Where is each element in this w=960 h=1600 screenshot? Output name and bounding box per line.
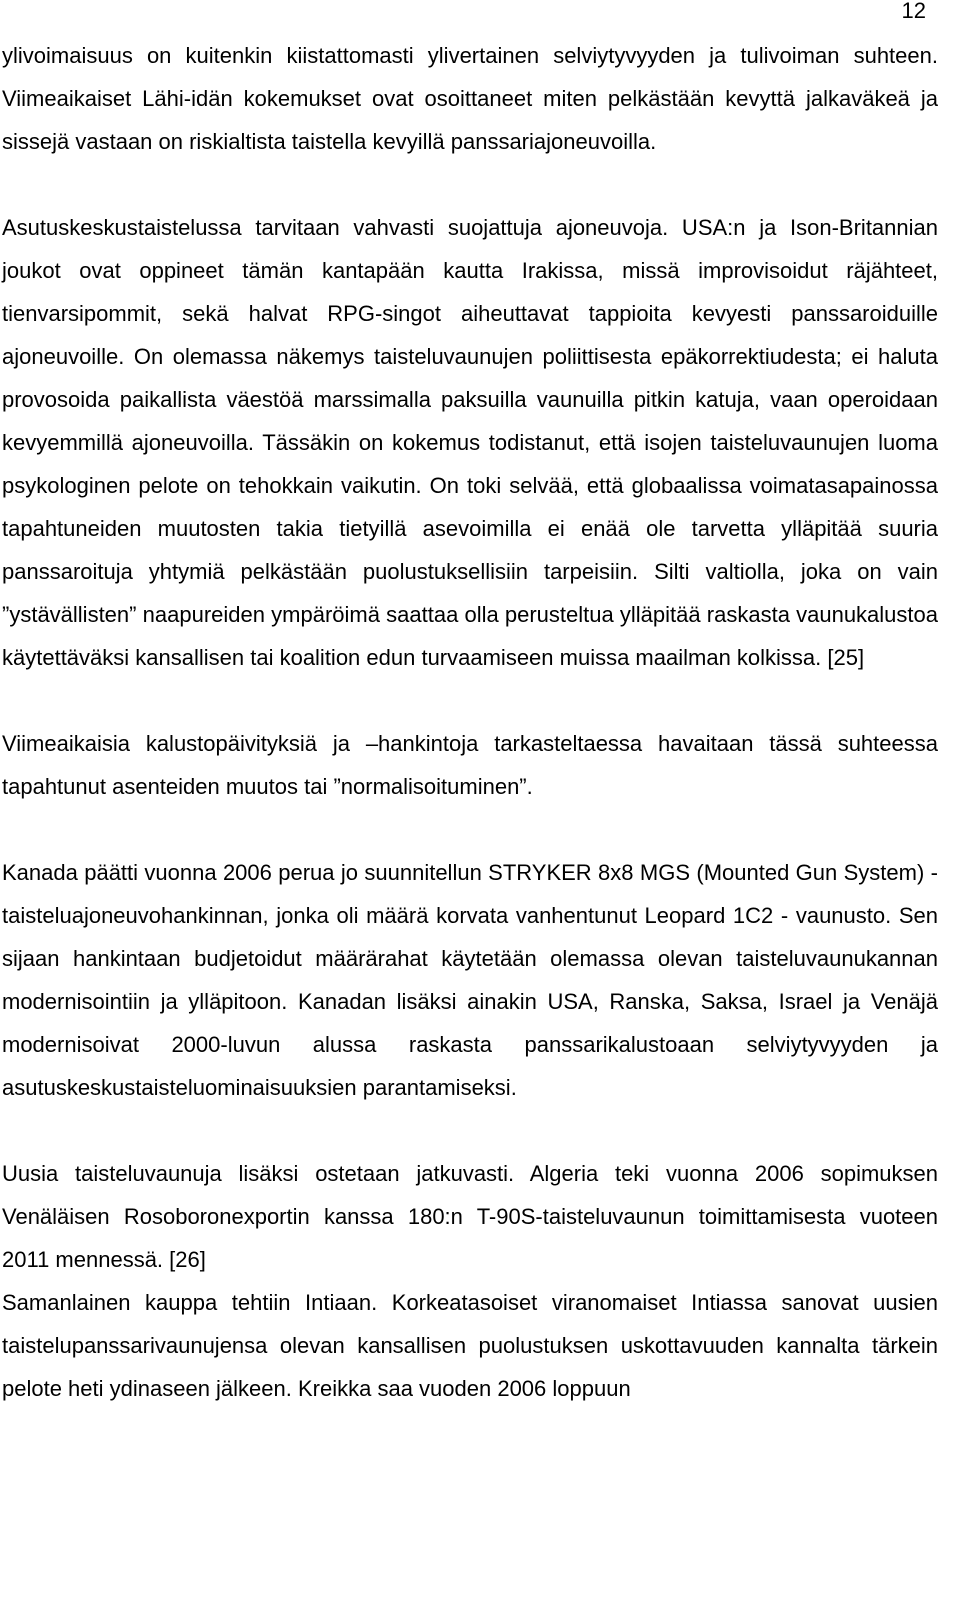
page-number: 12 [901,0,926,23]
paragraph-3: Viimeaikaisia kalustopäivityksiä ja –hankintoja tarkasteltaessa havaitaan tässä suhteessa tapahtunut asenteiden muutos tai ”normalisoituminen”. [2,731,938,799]
paragraph-spacer [2,163,938,206]
document-body [2,34,938,1410]
paragraph-4: Kanada päätti vuonna 2006 perua jo suunnitellun STRYKER 8x8 MGS (Mounted Gun System) - taisteluajoneuvohankinnan, jonka oli määrä korvata vanhentunut Leopard 1C2 - vaunusto. Sen sijaan hankintaan budjetoidut määrärahat käytetään olemassa olevan taisteluvaunukannan modernisointiin ja ylläpitoon. Kanadan lisäksi ainakin USA, Ranska, Saksa, Israel ja Venäjä modernisoivat 2000-luvun alussa raskasta panssarikalustoaan selviytyvyyden ja asutuskeskustaisteluominaisuuksien parantamiseksi. [2,860,938,1100]
paragraph-1: ylivoimaisuus on kuitenkin kiistattomasti ylivertainen selviytyvyyden ja tulivoiman suhteen. Viimeaikaiset Lähi-idän kokemukset ovat osoittaneet miten pelkästään kevyttä jalkaväkeä ja sissejä vastaan on riskialtista taistella kevyillä panssariajoneuvoilla. [2,43,938,154]
paragraph-5: Uusia taisteluvaunuja lisäksi ostetaan jatkuvasti. Algeria teki vuonna 2006 sopimuksen Venäläisen Rosoboronexportin kanssa 180:n T-90S-taisteluvaunun toimittamisesta vuoteen 2011 mennessä. [26] [2,1161,938,1272]
paragraph-6: Samanlainen kauppa tehtiin Intiaan. Korkeatasoiset viranomaiset Intiassa sanovat uusien taistelupanssarivaunujensa olevan kansallisen puolustuksen uskottavuuden kannalta tärkein pelote heti ydinaseen jälkeen. Kreikka saa vuoden 2006 loppuun [2,1290,938,1401]
paragraph-spacer [2,679,938,722]
paragraph-spacer [2,808,938,851]
paragraph-2: Asutuskeskustaistelussa tarvitaan vahvasti suojattuja ajoneuvoja. USA:n ja Ison-Britannian joukot ovat oppineet tämän kantapään kautta Irakissa, missä improvisoidut räjähteet, tienvarsipommit, sekä halvat RPG-singot aiheuttavat tappioita kevyesti panssaroiduille ajoneuvoille. On olemassa näkemys taisteluvaunujen poliittisesta epäkorrektiudesta; ei haluta provosoida paikallista väestöä marssimalla paksuilla vaunuilla pitkin katuja, vaan operoidaan kevyemmillä ajoneuvoilla. Tässäkin on kokemus todistanut, että isojen taisteluvaunujen luoma psykologinen pelote on tehokkain vaikutin. On toki selvää, että globaalissa voimatasapainossa tapahtuneiden muutosten takia tietyillä asevoimilla ei enää ole tarvetta ylläpitää suuria panssaroituja yhtymiä pelkästään puolustuksellisiin tarpeisiin. Silti valtiolla, joka on vain ”ystävällisten” naapureiden ympäröimä saattaa olla perusteltua ylläpitää raskasta vaunukalustoa käytettäväksi kansallisen tai koalition edun turvaamiseen muissa maailman kolkissa. [25] [2,215,938,670]
paragraph-spacer [2,1109,938,1152]
